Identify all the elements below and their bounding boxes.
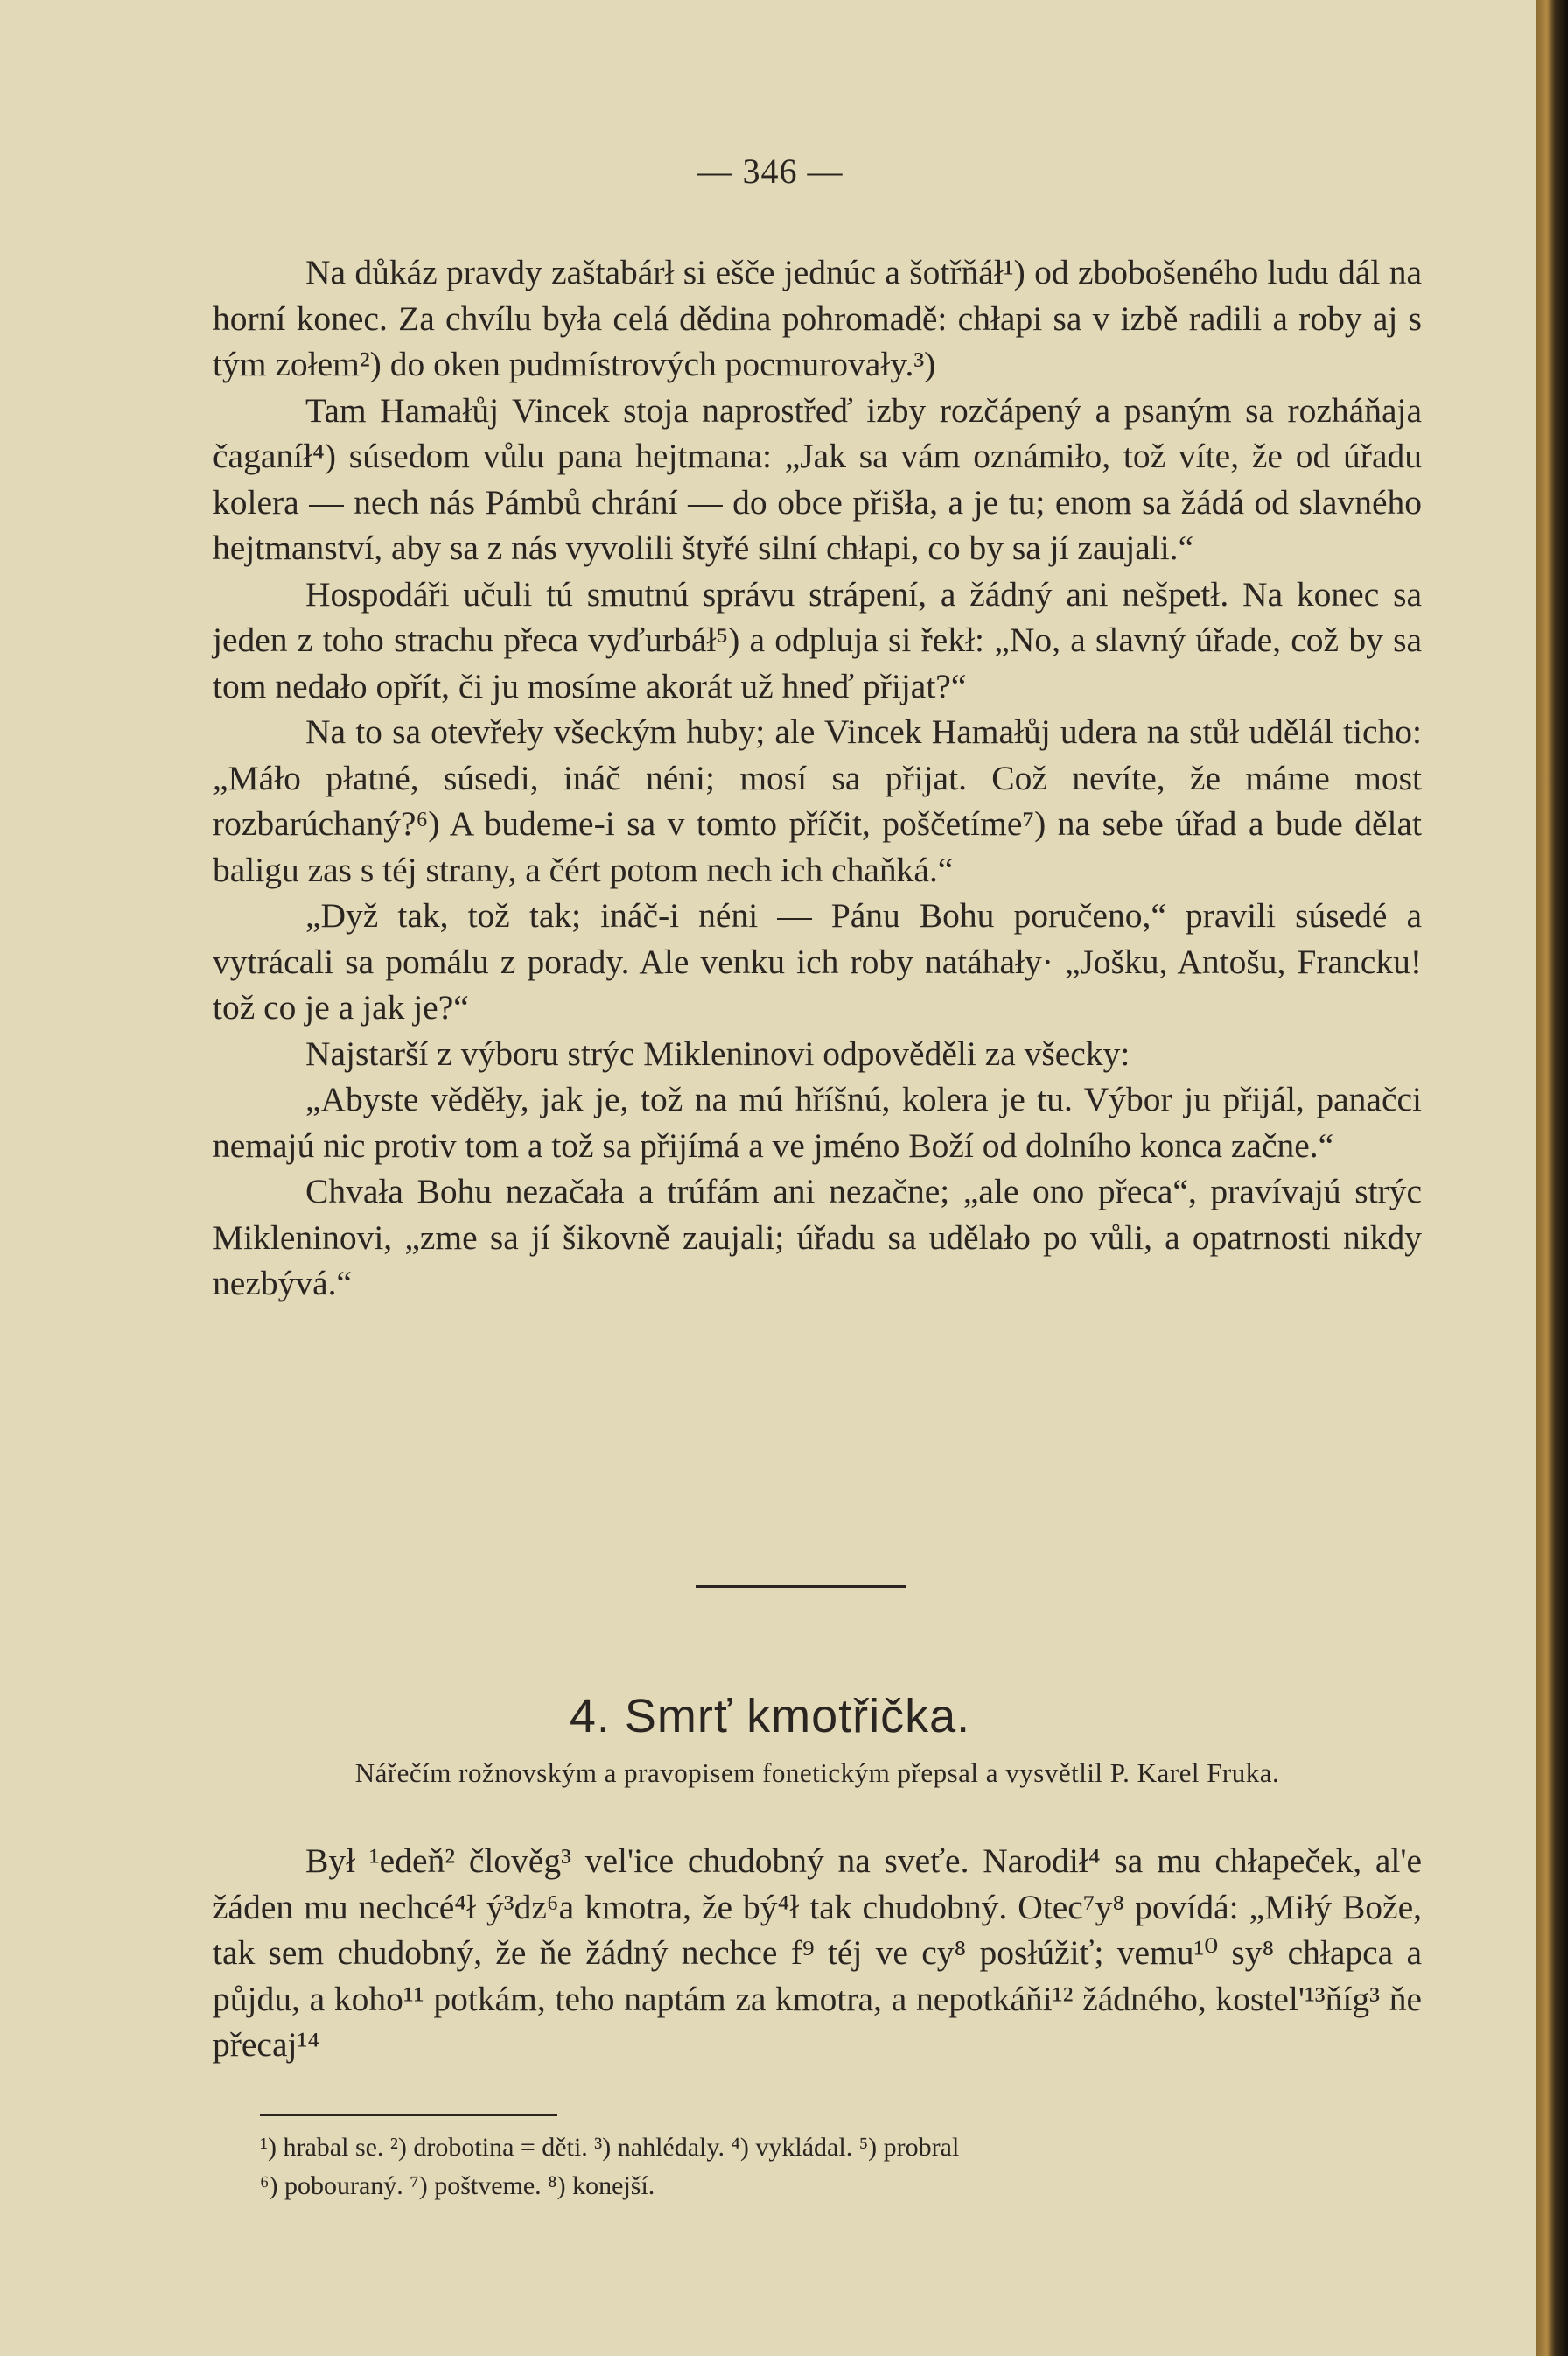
paragraph: Na to sa otevřeły všeckým huby; ale Vincek Hamałůj udera na stůł udělál ticho: „Máło płatné, súsedi, ináč néni; mosí sa přijat. Což nevíte, že máme most rozbarúchaný?⁶) A budeme-i sa v tomto příčit, poščetíme⁷) na sebe úřad a bude dělat baligu zas s téj strany, a čért potom nech ich chaňká.“	[213, 712, 1422, 889]
section-subtitle: Nářečím rožnovským a pravopisem fonetickým přepsal a vysvětlil P. Karel Fruka.	[354, 1757, 1280, 1788]
paragraph: Najstarší z výboru strýc Mikleninovi odpověděli za všecky:	[305, 1034, 1130, 1073]
footnote-line: ¹) hrabal se. ²) drobotina = děti. ³) nahlédaly. ⁴) vykládal. ⁵) probral	[260, 2133, 960, 2162]
paragraph: „Abyste věděły, jak je, tož na mú hříšnú, kolera je tu. Výbor ju přijál, panačci nemajú nic protiv tom a tož sa přijímá a ve jméno Boží od dolního konca začne.“	[213, 1080, 1422, 1165]
section-divider	[696, 1585, 906, 1588]
section-text	[213, 1838, 1422, 2068]
paragraph: Na důkáz pravdy zaštabárł si ešče jednúc a šotřňáł¹) od zbobošeného ludu dál na horní konec. Za chvílu była celá dědina pohromadě: chłapi sa v izbě radili a roby aj s tým zołem²) do oken pudmístrových pocmurovały.³)	[213, 253, 1422, 383]
footnote-line: ⁶) pobouraný. ⁷) poštveme. ⁸) konejší.	[260, 2171, 655, 2200]
paragraph: „Dyž tak, tož tak; ináč-i néni — Pánu Bohu poručeno,“ pravili súsedé a vytrácali sa pomálu z porady. Ale venku ich roby natáhały· „Jošku, Antošu, Francku! tož co je a jak je?“	[213, 896, 1422, 1027]
paragraph: Tam Hamałůj Vincek stoja naprostřeď izby rozčápený a psaným sa rozháňaja čaganíł⁴) súsedom vůlu pana hejtmana: „Jak sa vám oznámiło, tož víte, že od úřadu kolera — nech nás Pámbů chrání — do obce přišła, a je tu; enom sa žádá od slavného hejtmanství, aby sa z nás vyvolili štyřé silní chłapi, co by sa jí zaujali.“	[213, 390, 1422, 567]
paragraph: Hospodáři učuli tú smutnú správu strápení, a žádný ani nešpetł. Na konec sa jeden z toho strachu přeca vyďurbáł⁵) a odpluja si řekł: „No, a slavný úřade, což by sa tom nedało opřít, či ju mosíme akorát už hneď přijat?“	[213, 574, 1422, 705]
footnotes	[260, 2128, 1436, 2205]
section-title: 4. Smrť kmotřička.	[569, 1690, 971, 1742]
footnote-divider	[260, 2114, 557, 2116]
page-number: — 346 —	[696, 151, 844, 191]
book-spine	[1536, 0, 1568, 2356]
story-text	[213, 249, 1422, 1307]
paragraph: Chvała Bohu nezačała a trúfám ani nezačne; „ale ono přeca“, pravívajú strýc Mikleninovi, „zme sa jí šikovně zaujali; úřadu sa udělało po vůli, a opatrnosti nikdy nezbývá.“	[213, 1172, 1422, 1302]
paragraph: Był ¹edeň² člověg³ vel'ice chudobný na sveťe. Narodił⁴ sa mu chłapeček, al'e žáden mu nechcé⁴ł ý³dz⁶a kmotra, že bý⁴ł tak chudobný. Otec⁷y⁸ povídá: „Miłý Bože, tak sem chudobný, že ňe žádný nechce f⁹ téj ve cy⁸ posłúžiť; vemu¹⁰ sy⁸ chłapca a půjdu, a koho¹¹ potkám, teho naptám za kmotra, a nepotkáňi¹² žádného, kostel'¹³ňíg³ ňe přecaj¹⁴	[213, 1841, 1422, 2064]
